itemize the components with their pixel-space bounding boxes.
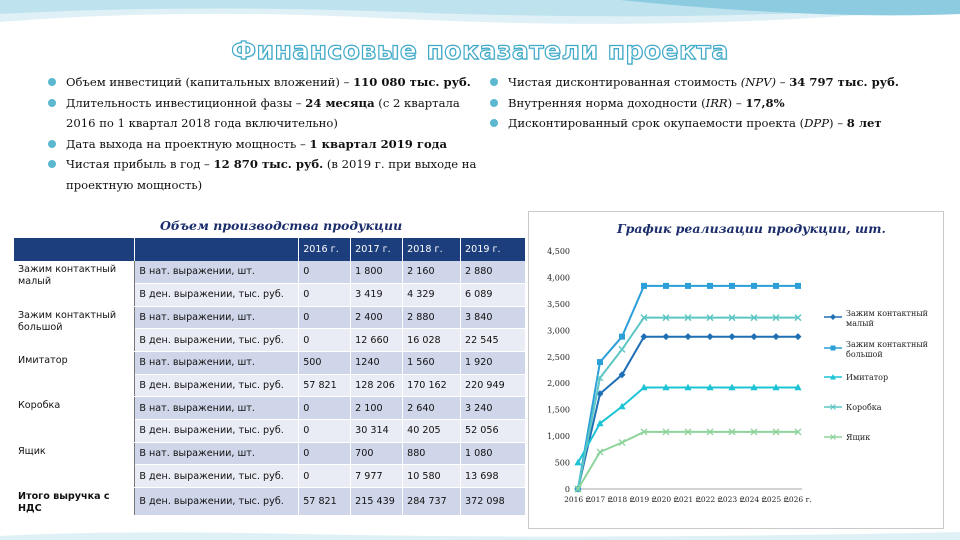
right-bullet-item: [490, 93, 930, 114]
data-point: [685, 283, 691, 289]
value-cell: 16 028: [403, 329, 461, 352]
value-cell: 30 314: [351, 420, 403, 443]
measure-label-cell: В ден. выражении, тыс. руб.: [135, 283, 299, 306]
left-bullet-item: [48, 93, 488, 134]
data-point: [795, 333, 802, 340]
data-point: [729, 333, 736, 340]
x-tick-label: 2024 г.: [740, 495, 768, 504]
legend-label: Имитатор: [846, 373, 889, 382]
product-name-cell: Зажим контактный малый: [14, 261, 135, 306]
left-bullet-item: [48, 72, 488, 93]
value-cell: 13 698: [461, 465, 526, 488]
y-tick-label: 4,500: [547, 247, 570, 256]
data-point: [685, 333, 692, 340]
bullet-text-part: 17,8%: [745, 95, 785, 110]
value-cell: 0: [299, 420, 351, 443]
data-point: [707, 283, 713, 289]
bullet-text-part: DPP: [804, 116, 830, 130]
series-line: [578, 388, 798, 463]
bullet-text-part: (NPV): [740, 75, 777, 89]
value-cell: 6 089: [461, 283, 526, 306]
data-point: [619, 334, 625, 340]
value-cell: 52 056: [461, 420, 526, 443]
value-cell: 880: [403, 442, 461, 465]
measure-label-cell: В нат. выражении, шт.: [135, 397, 299, 420]
value-cell: 7 977: [351, 465, 403, 488]
measure-label-cell: В ден. выражении, тыс. руб.: [135, 329, 299, 352]
bullet-text-part: Объем инвестиций (капитальных вложений) –: [66, 75, 354, 89]
value-cell: 2 880: [461, 261, 526, 284]
value-cell: 40 205: [403, 420, 461, 443]
value-cell: 12 660: [351, 329, 403, 352]
measure-label-cell: В ден. выражении, тыс. руб.: [135, 374, 299, 397]
value-cell: 0: [299, 442, 351, 465]
x-tick-label: 2018 г.: [608, 495, 636, 504]
measure-label-cell: В ден. выражении, тыс. руб.: [135, 420, 299, 443]
chart-title: График реализации продукции, шт.: [617, 221, 886, 236]
value-cell: 700: [351, 442, 403, 465]
bullet-text-part: Внутренняя норма доходности (: [508, 95, 706, 110]
value-cell: 57 821: [299, 488, 351, 516]
bullet-text-part: ) –: [727, 95, 746, 110]
value-cell: 57 821: [299, 374, 351, 397]
bullet-text-part: 34 797 тыс. руб.: [789, 75, 899, 89]
value-cell: 1 800: [351, 261, 403, 284]
value-cell: 22 545: [461, 329, 526, 352]
bullet-text-part: Дата выхода на проектную мощность –: [66, 136, 310, 151]
slide-title: Финансовые показатели проекта: [231, 36, 729, 65]
table-row: [14, 397, 526, 420]
series-line: [578, 337, 798, 489]
data-point: [729, 283, 735, 289]
data-point: [751, 333, 758, 340]
table-row: [14, 261, 526, 284]
value-cell: 215 439: [351, 488, 403, 516]
data-point: [773, 333, 780, 340]
value-cell: 0: [299, 283, 351, 306]
legend-marker: [831, 346, 836, 351]
right-bullet-list: [490, 72, 930, 134]
data-point: [751, 283, 757, 289]
x-tick-label: 2023 г.: [718, 495, 746, 504]
value-cell: 0: [299, 397, 351, 420]
product-name-cell: Коробка: [14, 397, 135, 442]
y-tick-label: 2,000: [547, 379, 570, 389]
value-cell: 3 840: [461, 306, 526, 329]
header-year: 2019 г.: [461, 238, 526, 261]
value-cell: 1 080: [461, 442, 526, 465]
x-tick-label: 2017 г.: [586, 495, 614, 504]
table-row: [14, 306, 526, 329]
bullet-text-part: Чистая дисконтированная стоимость: [508, 75, 741, 89]
x-tick-label: 2020 г.: [652, 495, 680, 504]
data-point: [641, 283, 647, 289]
header-blank: [135, 238, 299, 261]
data-point: [663, 333, 670, 340]
value-cell: 128 206: [351, 374, 403, 397]
value-cell: 2 160: [403, 261, 461, 284]
y-tick-label: 4,000: [547, 273, 570, 283]
bullet-text-part: 12 870 тыс. руб.: [213, 157, 324, 171]
y-tick-label: 2,500: [547, 352, 570, 362]
legend-label: Зажим контактный большой: [846, 340, 929, 359]
value-cell: 0: [299, 306, 351, 329]
table-header-row: [14, 238, 526, 261]
measure-label-cell: В нат. выражении, шт.: [135, 351, 299, 374]
right-bullet-item: [490, 72, 930, 93]
legend-label: Ящик: [846, 433, 871, 442]
right-bullet-item: [490, 113, 930, 134]
y-tick-label: 1,500: [547, 405, 570, 415]
value-cell: 1240: [351, 351, 403, 374]
value-cell: 10 580: [403, 465, 461, 488]
header-year: 2018 г.: [403, 238, 461, 261]
table-row: [14, 488, 526, 516]
legend-label: Коробка: [846, 403, 882, 412]
data-point: [707, 333, 714, 340]
table-caption: Объем производства продукции: [160, 218, 403, 233]
x-tick-label: 2025 г.: [762, 495, 790, 504]
value-cell: 3 240: [461, 397, 526, 420]
left-bullet-list: [48, 72, 488, 195]
bullet-text-part: (в 2019 г. при выходе на проектную мощность): [66, 157, 477, 192]
value-cell: 372 098: [461, 488, 526, 516]
left-bullet-item: [48, 134, 488, 155]
measure-label-cell: В ден. выражении, тыс. руб.: [135, 465, 299, 488]
data-point: [597, 359, 603, 365]
value-cell: 0: [299, 261, 351, 284]
x-tick-label: 2022 г.: [696, 495, 724, 504]
bullet-text-part: 1 квартал 2019 года: [309, 136, 447, 151]
legend-label: Зажим контактный малый: [846, 309, 929, 328]
value-cell: 2 400: [351, 306, 403, 329]
x-tick-label: 2021 г.: [674, 495, 702, 504]
product-name-cell: Зажим контактный большой: [14, 306, 135, 351]
x-tick-label: 2026 г.: [784, 495, 812, 504]
data-point: [773, 283, 779, 289]
value-cell: 0: [299, 329, 351, 352]
value-cell: 500: [299, 351, 351, 374]
value-cell: 0: [299, 465, 351, 488]
value-cell: 1 560: [403, 351, 461, 374]
y-tick-label: 500: [554, 458, 570, 468]
header-year: 2016 г.: [299, 238, 351, 261]
table-row: [14, 351, 526, 374]
value-cell: 2 640: [403, 397, 461, 420]
data-point: [663, 283, 669, 289]
measure-label-cell: В нат. выражении, шт.: [135, 261, 299, 284]
legend-marker: [830, 314, 836, 320]
top-decoration: [0, 0, 960, 40]
x-tick-label: 2019 г.: [630, 495, 658, 504]
bullet-text-part: Дисконтированный срок окупаемости проекта (: [508, 116, 805, 130]
measure-label-cell: В ден. выражении, тыс. руб.: [135, 488, 299, 516]
bullet-text-part: ) –: [829, 116, 847, 130]
value-cell: 2 100: [351, 397, 403, 420]
bullet-text-part: Длительность инвестиционной фазы –: [66, 95, 306, 110]
measure-label-cell: В нат. выражении, шт.: [135, 442, 299, 465]
product-name-cell: Итого выручка с НДС: [14, 488, 135, 516]
value-cell: 284 737: [403, 488, 461, 516]
sales-line-chart: [528, 211, 944, 529]
bullet-text-part: Чистая прибыль в год –: [66, 157, 214, 171]
header-year: 2017 г.: [351, 238, 403, 261]
measure-label-cell: В нат. выражении, шт.: [135, 306, 299, 329]
bottom-decoration: [0, 528, 960, 540]
series-line: [578, 432, 798, 489]
value-cell: 1 920: [461, 351, 526, 374]
bullet-text-part: IRR: [705, 95, 728, 110]
y-tick-label: 1,000: [547, 432, 570, 442]
y-tick-label: 3,500: [547, 299, 570, 309]
y-tick-label: 0: [564, 485, 570, 494]
value-cell: 3 419: [351, 283, 403, 306]
data-point: [619, 346, 625, 352]
x-tick-label: 2016 г.: [564, 495, 592, 504]
y-tick-label: 3,000: [547, 326, 570, 336]
value-cell: 170 162: [403, 374, 461, 397]
value-cell: 220 949: [461, 374, 526, 397]
bullet-text-part: (с 2 квартала 2016 по 1 квартал 2018 года включительно): [66, 95, 460, 130]
header-blank: [14, 238, 135, 261]
value-cell: 2 880: [403, 306, 461, 329]
table-row: [14, 442, 526, 465]
data-point: [795, 283, 801, 289]
bullet-text-part: 24 месяца: [305, 95, 375, 110]
bullet-text-part: –: [776, 75, 790, 89]
bullet-text-part: 110 080 тыс. руб.: [353, 75, 471, 89]
series-line: [578, 318, 798, 489]
product-name-cell: Ящик: [14, 442, 135, 487]
production-table: [14, 238, 526, 516]
value-cell: 4 329: [403, 283, 461, 306]
left-bullet-item: [48, 154, 488, 195]
bullet-text-part: 8 лет: [846, 116, 882, 130]
product-name-cell: Имитатор: [14, 351, 135, 396]
